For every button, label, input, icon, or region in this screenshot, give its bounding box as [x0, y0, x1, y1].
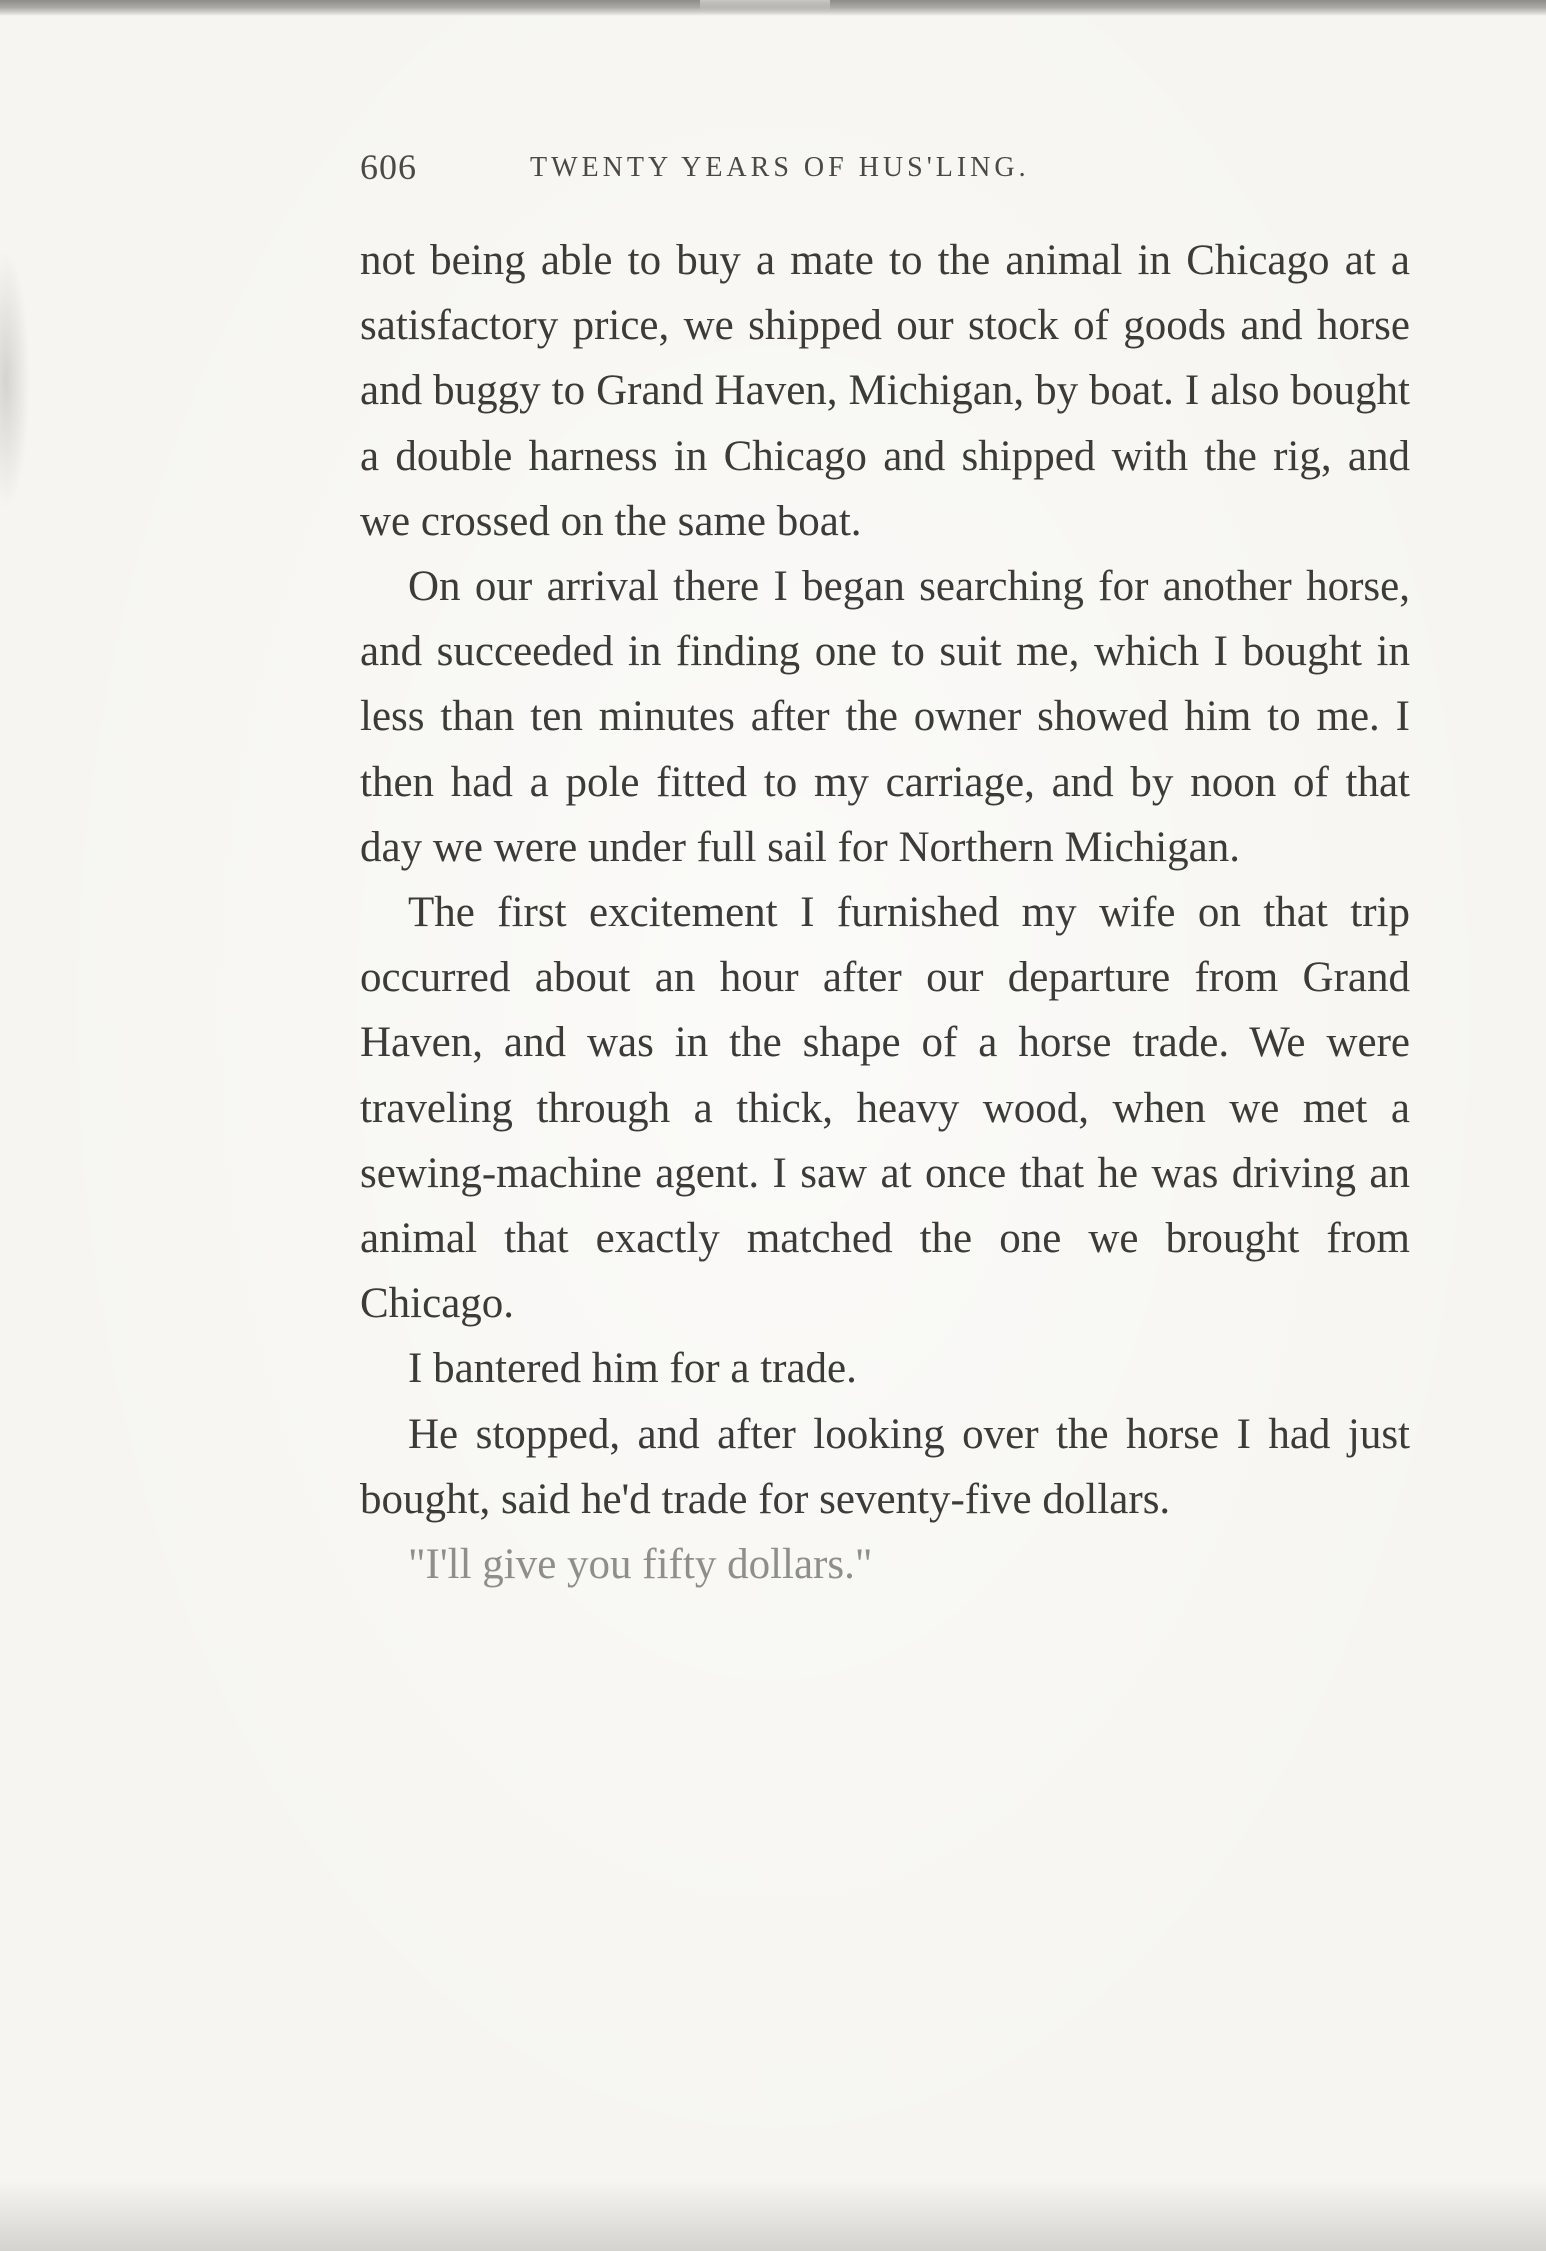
- paragraph-5: He stopped, and after looking over the horse I had just bought, said he'd trade for seventy-five dollars.: [360, 1410, 1410, 1523]
- page-header: [360, 146, 1410, 196]
- paragraph-4: I bantered him for a trade.: [408, 1345, 857, 1393]
- scan-bottom-edge: [0, 2181, 1546, 2251]
- scan-smudge: [0, 250, 30, 510]
- paragraph-2: On our arrival there I began searching for another horse, and succeeded in finding one to suit me, which I bought in less than ten minutes after the owner showed him to me. I then had a pole fitted to my carriage, and by noon of that day we were under full sail for Northern Michigan.: [360, 563, 1410, 871]
- running-title: TWENTY YEARS OF HUS'LING.: [530, 152, 1030, 183]
- scan-top-edge-gap: [700, 0, 830, 14]
- body-text: [360, 228, 1410, 1597]
- paragraph-1: not being able to buy a mate to the animal in Chicago at a satisfactory price, we shipped our stock of goods and horse and buggy to Grand Haven, Michigan, by boat. I also bought a double harness in Chicago and shipped with the rig, and we crossed on the same boat.: [360, 237, 1410, 545]
- paragraph-6: "I'll give you fifty dollars.": [408, 1541, 873, 1589]
- page-number: 606: [360, 147, 417, 187]
- paragraph-3: The first excitement I furnished my wife on that trip occurred about an hour after our departure from Grand Haven, and was in the shape of a horse trade. We were traveling through a thick, heavy wood, when we met a sewing-machine agent. I saw at once that he was driving an animal that exactly matched the one we brought from Chicago.: [360, 889, 1410, 1328]
